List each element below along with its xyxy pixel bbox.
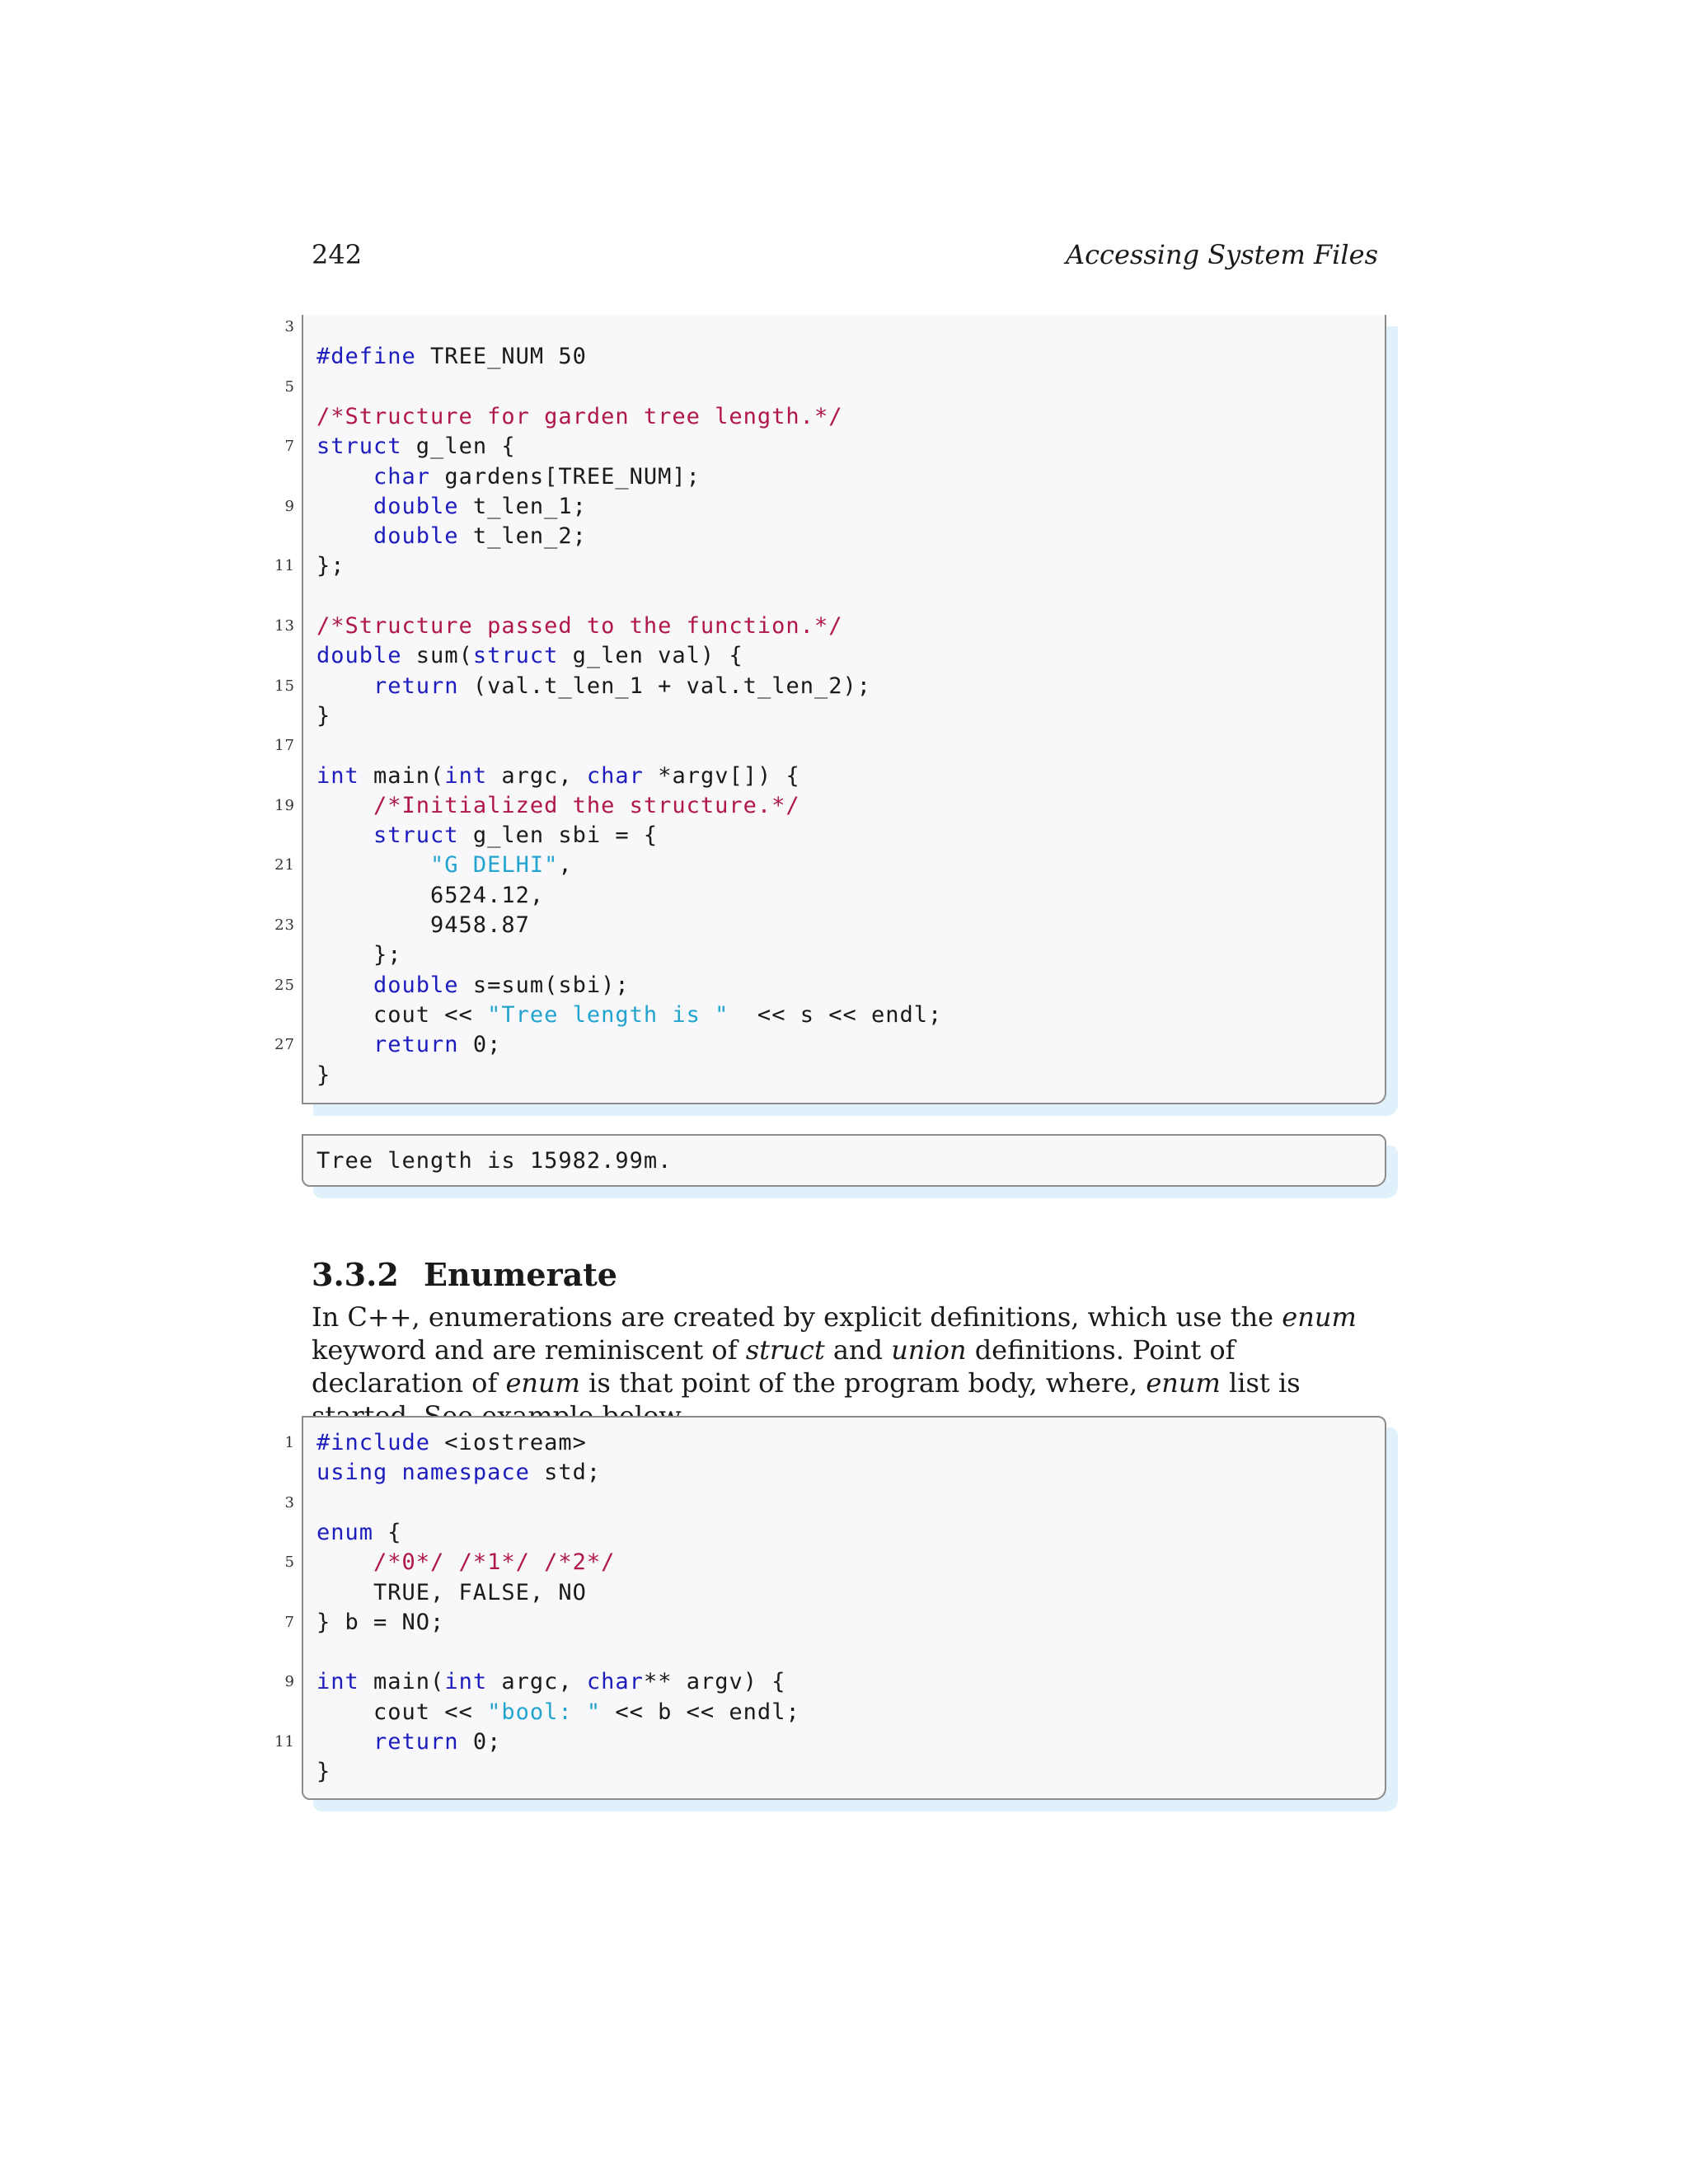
code-token: ** argv) { — [643, 1669, 786, 1695]
program-output-text: Tree length is 15982.99m. — [316, 1148, 673, 1174]
body-paragraph — [312, 1301, 1383, 1432]
code-token: TRUE, FALSE, NO — [316, 1579, 587, 1605]
code-text — [316, 551, 345, 581]
paragraph-text: and — [824, 1334, 892, 1366]
paragraph-emphasis: enum — [1146, 1367, 1221, 1399]
code-token: struct — [472, 643, 559, 669]
code-text — [316, 640, 743, 671]
code-token: double — [373, 972, 459, 998]
paragraph-text: is that point of the program body, where, — [579, 1367, 1146, 1399]
code-token: #define — [316, 344, 416, 370]
code-token: enum — [316, 1519, 374, 1545]
code-text — [316, 401, 842, 432]
code-token: t_len_1; — [458, 493, 587, 519]
code-token: 0; — [458, 1729, 502, 1755]
code-token: namespace — [401, 1460, 530, 1486]
code-token: struct — [316, 434, 402, 460]
code-text — [316, 970, 630, 1001]
code-token — [316, 972, 373, 998]
paragraph-text: In C++, enumerations are created by explicit definitions, which use the — [312, 1301, 1282, 1333]
code-token: char — [586, 762, 644, 789]
code-token: std; — [529, 1460, 602, 1486]
code-text — [316, 1427, 587, 1458]
code-token: { — [373, 1519, 402, 1545]
code-token: main( — [359, 762, 445, 789]
code-token — [316, 793, 373, 818]
code-token: , — [558, 852, 573, 879]
line-number: 7 — [284, 438, 295, 456]
code-text — [316, 1517, 402, 1548]
code-text — [316, 1666, 786, 1697]
line-number: 25 — [274, 976, 295, 994]
code-token — [316, 464, 373, 490]
code-token: "Tree length is " — [487, 1001, 729, 1028]
code-text — [316, 521, 587, 551]
code-token: << b << endl; — [601, 1699, 800, 1725]
code-token: int — [316, 1669, 359, 1695]
line-number: 5 — [284, 377, 295, 396]
code-text — [316, 1577, 587, 1608]
code-text — [316, 761, 800, 791]
code-token — [316, 673, 373, 699]
code-token: argc, — [487, 762, 587, 789]
code-token — [316, 852, 430, 878]
code-text — [316, 611, 842, 641]
paragraph-emphasis: enum — [1282, 1301, 1357, 1333]
code-token: double — [373, 493, 459, 519]
code-token — [316, 523, 373, 549]
line-number: 17 — [274, 737, 295, 755]
code-text — [316, 910, 530, 940]
code-text — [316, 880, 544, 911]
section-number: 3.3.2 — [312, 1256, 399, 1293]
code-text — [316, 1727, 501, 1757]
code-token: g_len val) { — [558, 643, 743, 669]
code-token: /*Structure for garden tree length.*/ — [316, 403, 843, 429]
code-text — [316, 671, 871, 701]
code-token: char — [586, 1669, 644, 1695]
code-token: "bool: " — [487, 1699, 602, 1725]
code-token: int — [316, 762, 359, 789]
code-token: 0; — [458, 1032, 502, 1058]
code-token: using — [316, 1460, 388, 1486]
code-token: char — [373, 463, 431, 490]
code-text — [316, 491, 587, 522]
line-number: 19 — [274, 796, 295, 814]
code-text — [316, 820, 658, 851]
code-token — [387, 1460, 401, 1485]
line-number: 5 — [284, 1554, 295, 1572]
code-token: g_len { — [401, 434, 516, 460]
line-number: 21 — [274, 856, 295, 874]
code-token: argc, — [487, 1669, 587, 1695]
code-listing-struct — [274, 315, 1386, 1104]
line-number: 1 — [284, 1434, 295, 1451]
code-token: } — [316, 1062, 331, 1088]
code-token: g_len sbi = { — [458, 823, 659, 849]
code-token: gardens[TREE_NUM]; — [430, 463, 701, 490]
code-token: <iostream> — [430, 1430, 587, 1455]
code-text — [316, 1060, 331, 1090]
code-token: #include — [316, 1430, 431, 1455]
running-title: Accessing System Files — [1066, 239, 1378, 270]
code-token — [316, 823, 373, 848]
paragraph-emphasis: union — [891, 1334, 967, 1366]
program-output-box — [302, 1134, 1386, 1187]
code-text — [316, 790, 800, 821]
code-token: /*Initialized the structure.*/ — [373, 792, 800, 818]
code-text — [316, 940, 402, 970]
code-token: t_len_2; — [458, 523, 587, 550]
line-number: 3 — [284, 1493, 295, 1511]
code-token: return — [373, 673, 459, 699]
code-token: double — [373, 523, 459, 550]
code-text — [316, 341, 587, 372]
code-token: } — [316, 702, 331, 729]
code-token: int — [444, 1669, 488, 1695]
line-number: 27 — [274, 1036, 295, 1054]
paragraph-text: list is — [1229, 1367, 1301, 1399]
code-token: int — [444, 762, 488, 789]
line-number: 9 — [284, 497, 295, 515]
paragraph-text: keyword and are reminiscent of — [312, 1334, 746, 1366]
paragraph-emphasis: struct — [745, 1334, 825, 1366]
line-number: 11 — [274, 1733, 295, 1750]
code-text — [316, 1756, 331, 1787]
line-number: 3 — [284, 318, 295, 335]
code-text — [316, 1029, 501, 1060]
code-token — [316, 494, 373, 519]
paragraph-text: definitions. Point of declaration of — [312, 1334, 1236, 1399]
paragraph-emphasis: enum — [505, 1367, 580, 1399]
code-token: cout << — [316, 1001, 488, 1028]
code-token: double — [316, 643, 402, 669]
code-token: } — [316, 1759, 331, 1785]
line-number: 11 — [274, 557, 295, 575]
line-number: 13 — [274, 617, 295, 635]
code-text — [316, 1000, 942, 1030]
code-token: /*Structure passed to the function.*/ — [316, 613, 843, 639]
code-text — [316, 1607, 444, 1638]
code-token: "G DELHI" — [430, 852, 559, 879]
code-token: }; — [316, 553, 345, 579]
code-token: return — [373, 1729, 459, 1755]
page-number: 242 — [312, 239, 363, 270]
code-token — [316, 1549, 373, 1575]
code-text — [316, 1697, 800, 1727]
section-heading — [312, 1256, 617, 1293]
code-token: cout << — [316, 1699, 488, 1725]
code-token: sum( — [401, 643, 473, 669]
code-token: << s << endl; — [729, 1001, 943, 1028]
code-token: TREE_NUM 50 — [415, 344, 587, 370]
code-token: return — [373, 1032, 459, 1058]
code-token — [316, 1729, 373, 1755]
code-token: /*0*/ /*1*/ /*2*/ — [373, 1549, 616, 1576]
line-number: 15 — [274, 677, 295, 695]
line-number: 7 — [284, 1613, 295, 1631]
code-text — [316, 1547, 615, 1577]
code-token: }; — [316, 942, 402, 968]
code-token: struct — [373, 823, 459, 849]
code-token — [316, 1032, 373, 1057]
code-token: main( — [359, 1669, 445, 1695]
section-title: Enumerate — [424, 1256, 617, 1293]
code-text — [316, 701, 331, 731]
code-token: } b = NO; — [316, 1609, 445, 1635]
code-text — [316, 462, 701, 492]
code-listing-enum — [274, 1416, 1386, 1800]
line-number: 23 — [274, 916, 295, 934]
code-text — [316, 1457, 601, 1488]
code-text — [316, 431, 516, 462]
code-token: 6524.12, — [316, 882, 545, 908]
code-token: 9458.87 — [316, 912, 530, 938]
line-number: 9 — [284, 1673, 295, 1691]
code-token: *argv[]) { — [643, 762, 800, 789]
code-token: s=sum(sbi); — [458, 972, 630, 998]
code-token: (val.t_len_1 + val.t_len_2); — [458, 673, 871, 699]
code-text — [316, 850, 573, 880]
